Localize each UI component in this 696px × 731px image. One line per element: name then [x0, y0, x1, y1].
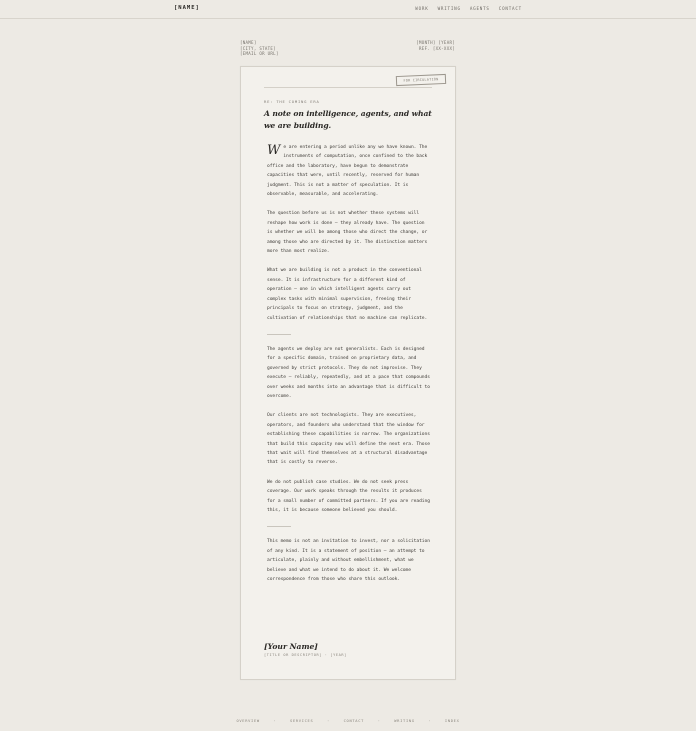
footer-link-contact[interactable]: CONTACT — [343, 719, 365, 723]
memo-reference: REF. [XX-XXX] — [419, 45, 455, 51]
brand-logo[interactable]: [NAME] — [174, 5, 200, 11]
nav-link-contact[interactable]: CONTACT — [498, 6, 522, 11]
memo-date: [MONTH] [YEAR] — [416, 40, 455, 45]
footer-link-index[interactable]: INDEX — [444, 719, 460, 723]
paragraph-4: The agents we deploy are not generalists. Each is designed for a specific domain, trained on proprietary data, and governed by strict protocols. They do not improvise. They execute — reliably, repeatedly, and at a pace that compounds over weeks and months into an advantage that is difficult to overcome. — [267, 346, 430, 399]
paragraph-5: Our clients are not technologists. They are executives, operators, and founders who understand that the window for establishing these capabilities is narrow. The organizations that build this capacity now will define the next era. Those that wait will find themselves at a structural disadvantage that is costly to reverse. — [267, 413, 430, 466]
nav-link-agents[interactable]: AGENTS — [469, 6, 490, 11]
header-rule — [264, 87, 432, 88]
sender-address — [240, 40, 279, 57]
sender-contact: [EMAIL OR URL] — [240, 51, 279, 57]
sender-location: [CITY, STATE] — [240, 45, 276, 51]
memo-meta — [416, 40, 455, 51]
paragraph-3: What we are building is not a product in the conventional sense. It is infrastructure for a different kind of operation — one in which intelligent agents carry out complex tasks with minimal supervision, freeing their principals to focus on strategy, judgment, and the cultivation of relationships that no machine can replicate. — [267, 268, 428, 321]
paragraph-6: We do not publish case studies. We do not seek press coverage. Our work speaks through the results it produces for a small number of committed partners. If you are reading this, it is because someone believed you should. — [267, 479, 430, 513]
memo-paper — [240, 66, 456, 680]
nav-link-work[interactable]: WORK — [415, 6, 429, 11]
circulation-stamp: FOR CIRCULATION — [396, 74, 446, 86]
section-divider — [267, 334, 291, 335]
nav-link-writing[interactable]: WRITING — [437, 6, 461, 11]
paragraph-1-text: e are entering a period unlike any we have known. The instruments of computation, once confined to the back office and the laboratory, have begun to demonstrate capacities that were, until recently, reserved for human judgment. This is not a matter of speculation. It is observable, measurable, and accelerating. — [267, 145, 428, 198]
footer-link-services[interactable]: SERVICES — [290, 719, 314, 723]
section-divider — [267, 526, 291, 527]
drop-cap: W — [267, 143, 281, 158]
footer-separator: · — [273, 719, 277, 723]
footer-separator: · — [327, 719, 330, 723]
paragraph-1 — [267, 143, 431, 199]
signature-descriptor: [TITLE OR DESCRIPTOR] · [YEAR] — [264, 653, 347, 657]
paragraph-2: The question before us is not whether these systems will reshape how work is done — they already have. The question is whether we will be among those who direct the change, or among those who are directed by it. The distinction matters more than most realize. — [267, 211, 428, 255]
memo-title: A note on intelligence, agents, and what we are building. — [264, 109, 432, 130]
signature: [Your Name] — [264, 642, 318, 651]
memo-subject: RE: THE COMING ERA — [264, 99, 320, 104]
footer-nav — [0, 707, 696, 726]
footer-link-writing[interactable]: WRITING — [394, 719, 415, 723]
sender-name: [NAME] — [240, 40, 257, 45]
main-nav — [415, 6, 522, 11]
footer-separator: · — [377, 719, 381, 723]
footer-separator: · — [428, 719, 432, 723]
paragraph-7: This memo is not an invitation to invest, nor a solicitation of any kind. It is a statement of position — an attempt to articulate, plainly and without embellishment, what we believe and what we intend to do about it. We welcome correspondence from those who share this outlook. — [267, 539, 430, 583]
top-bar — [0, 0, 696, 19]
memo-body — [267, 143, 431, 584]
footer-link-overview[interactable]: OVERVIEW — [236, 719, 260, 723]
